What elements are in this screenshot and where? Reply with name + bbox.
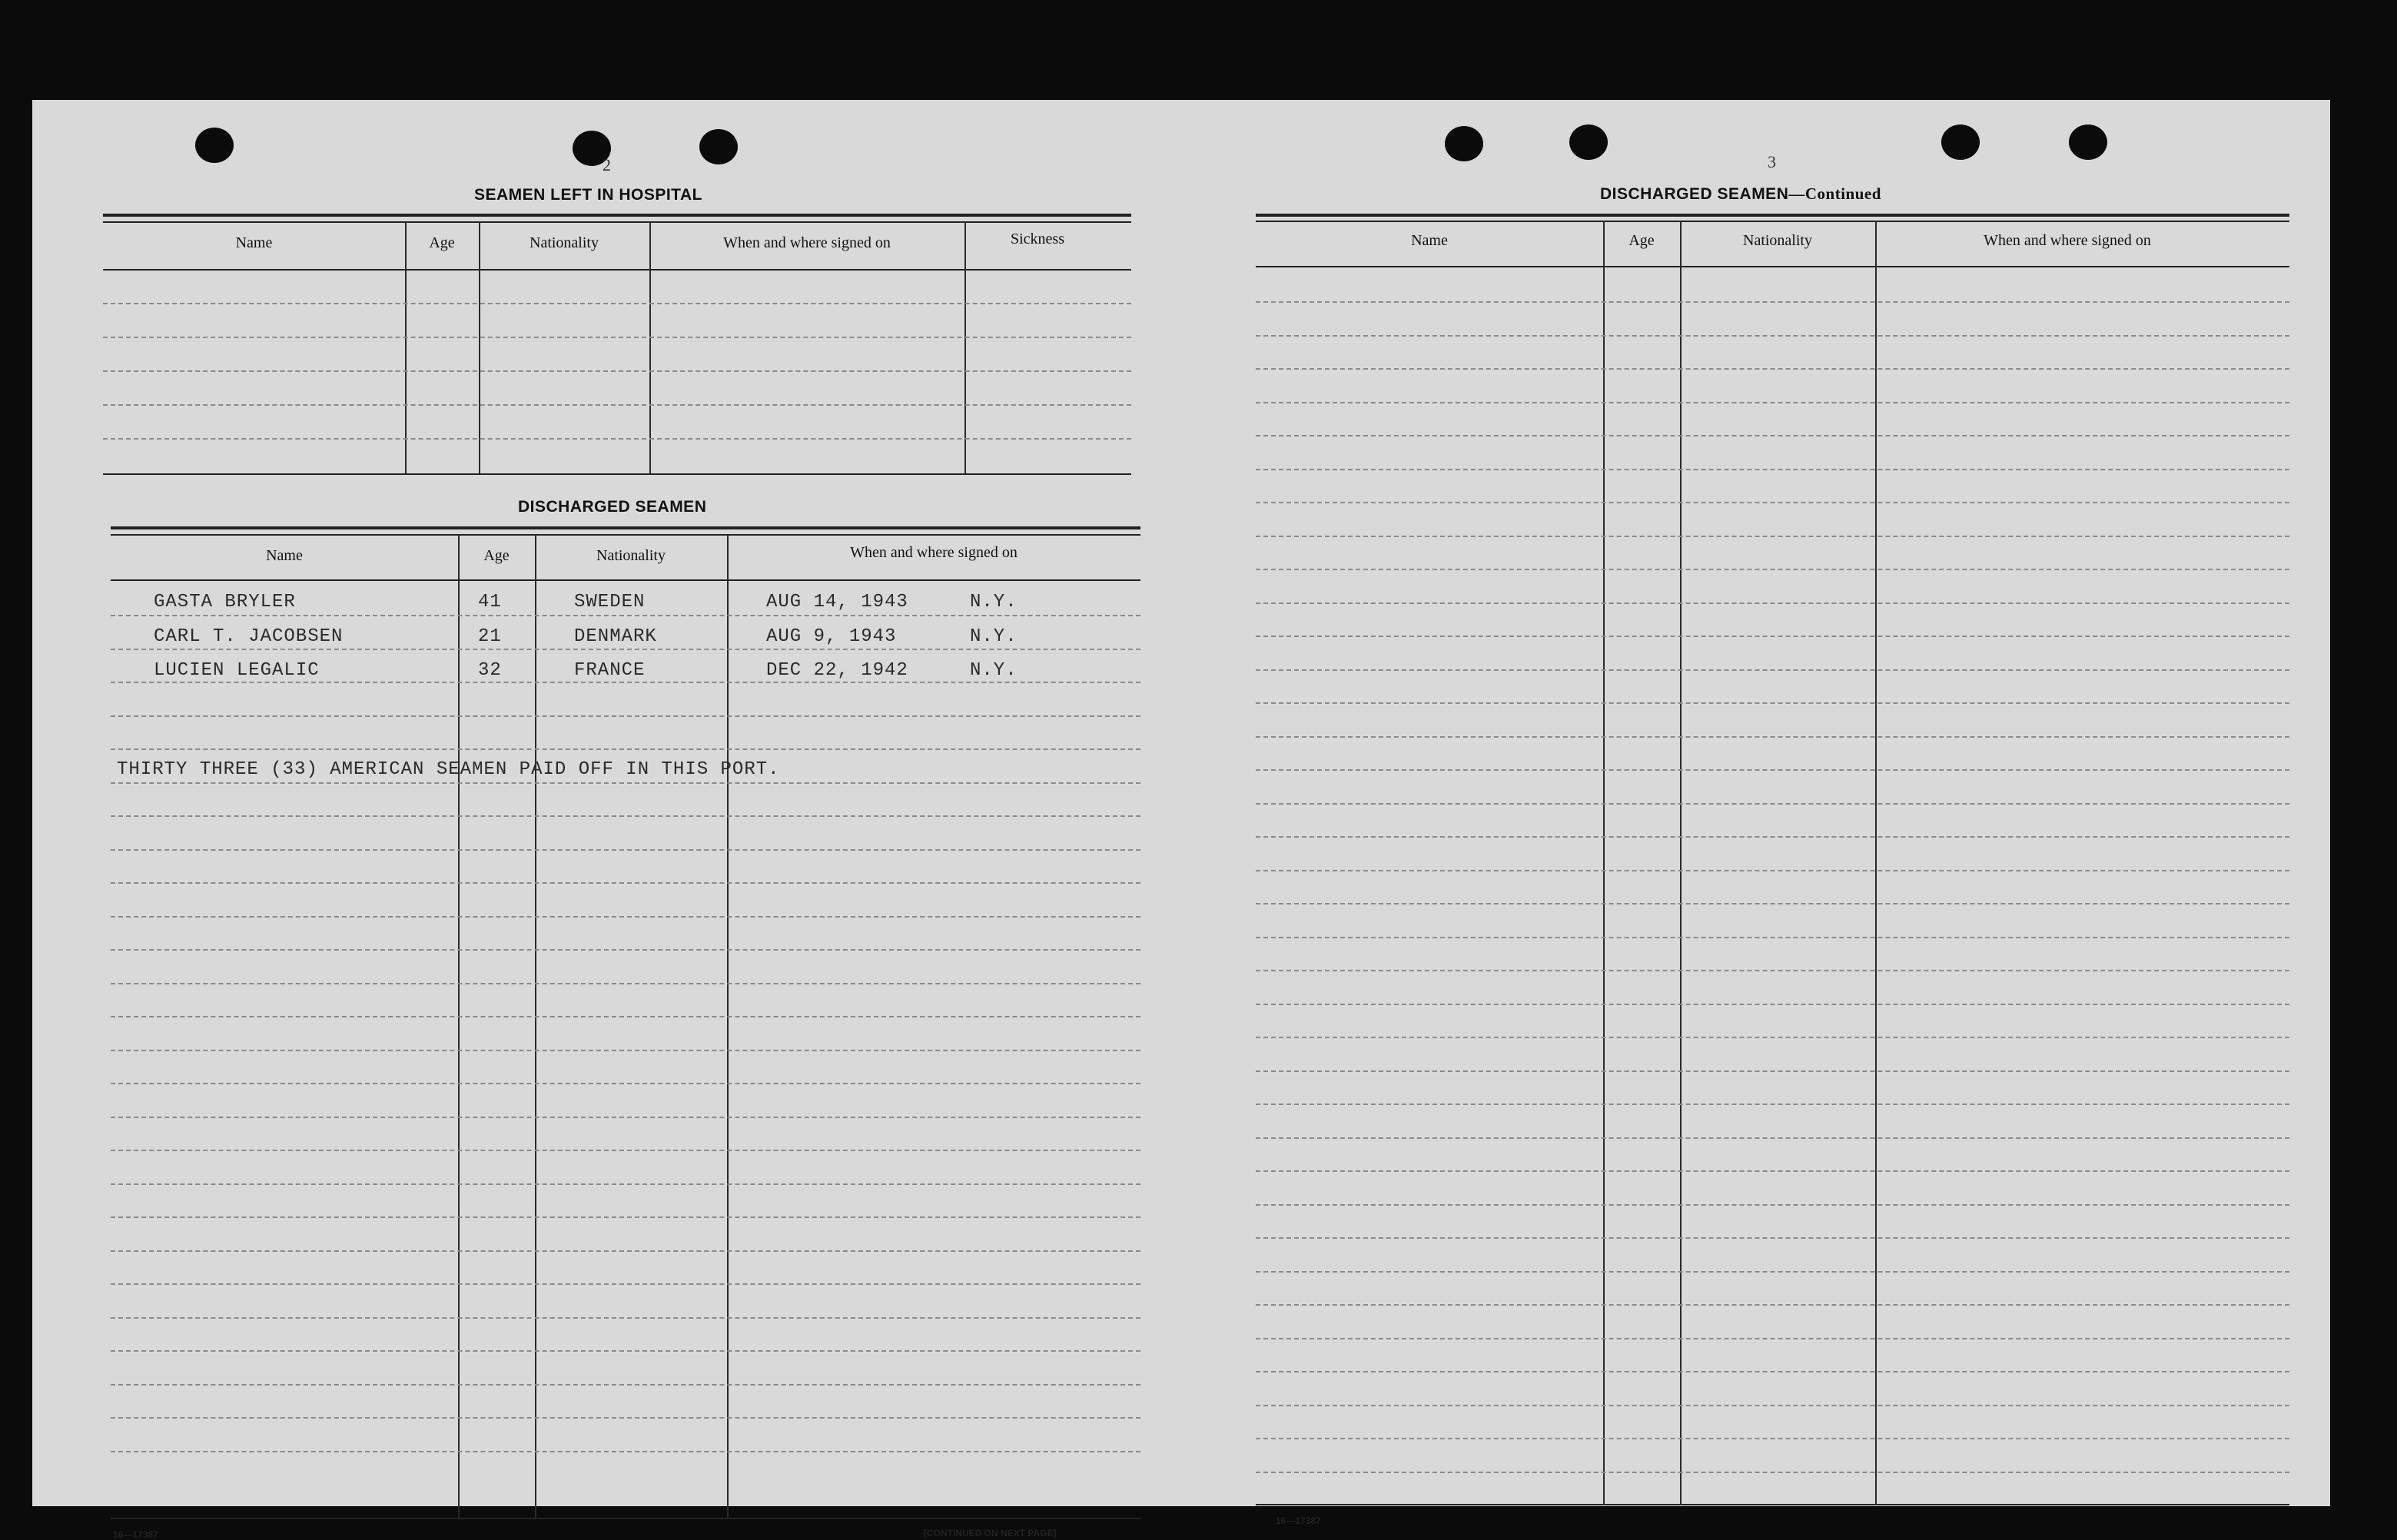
ruled-line bbox=[111, 1050, 1140, 1051]
col-divider bbox=[405, 221, 407, 473]
ruled-line bbox=[111, 1317, 1140, 1319]
ruled-line bbox=[111, 615, 1140, 616]
seaman-nationality: DENMARK bbox=[574, 626, 657, 647]
seaman-nationality: SWEDEN bbox=[574, 592, 646, 612]
ruled-line bbox=[1256, 402, 2289, 403]
ruled-line bbox=[1256, 602, 2289, 604]
ruled-line bbox=[111, 748, 1140, 750]
ruled-line bbox=[111, 983, 1140, 984]
col-header-signed: When and where signed on bbox=[1984, 232, 2151, 249]
ruled-line bbox=[1256, 1037, 2289, 1038]
punch-hole bbox=[1941, 124, 1980, 160]
seaman-name: LUCIEN LEGALIC bbox=[154, 660, 320, 681]
punch-hole bbox=[1445, 126, 1483, 161]
bottom-rule bbox=[1256, 1504, 2289, 1505]
col-divider bbox=[1875, 221, 1877, 1504]
ruled-line bbox=[1256, 1472, 2289, 1473]
ruled-line bbox=[1256, 1104, 2289, 1105]
ruled-line bbox=[1256, 502, 2289, 503]
ruled-line bbox=[103, 337, 1131, 338]
seaman-age: 32 bbox=[478, 660, 502, 681]
ruled-line bbox=[1256, 1204, 2289, 1206]
ruled-line bbox=[111, 1384, 1140, 1386]
signed-date: AUG 14, 1943 bbox=[766, 592, 908, 612]
ruled-line bbox=[111, 849, 1140, 851]
ruled-line bbox=[1256, 1170, 2289, 1172]
ruled-line bbox=[111, 916, 1140, 918]
ruled-line bbox=[1256, 435, 2289, 436]
ruled-line bbox=[111, 882, 1140, 884]
col-divider bbox=[1680, 221, 1682, 1504]
punch-hole bbox=[2069, 124, 2107, 160]
ruled-line bbox=[1256, 903, 2289, 904]
col-header-sickness: Sickness bbox=[1011, 231, 1064, 247]
header-rule bbox=[111, 579, 1140, 581]
header-rule bbox=[103, 269, 1131, 270]
ruled-line bbox=[1256, 669, 2289, 671]
signed-port: N.Y. bbox=[970, 660, 1018, 681]
ruled-line bbox=[103, 438, 1131, 440]
seaman-name: CARL T. JACOBSEN bbox=[154, 626, 344, 647]
ruled-line bbox=[1256, 1371, 2289, 1372]
ruled-line bbox=[111, 715, 1140, 717]
ruled-line bbox=[1256, 970, 2289, 971]
ruled-line bbox=[1256, 1405, 2289, 1406]
signed-date: DEC 22, 1942 bbox=[766, 660, 908, 681]
col-header-age: Age bbox=[1628, 232, 1655, 249]
form-number: 16—17387 bbox=[113, 1529, 158, 1540]
ruled-line bbox=[103, 370, 1131, 372]
hospital-title: SEAMEN LEFT IN HOSPITAL bbox=[474, 186, 702, 204]
title-main: DISCHARGED SEAMEN bbox=[1600, 185, 1789, 203]
ruled-line bbox=[1256, 636, 2289, 637]
col-header-name: Name bbox=[266, 547, 303, 564]
header-rule bbox=[111, 534, 1140, 536]
punch-hole bbox=[699, 129, 738, 164]
header-rule bbox=[1256, 221, 2289, 222]
ruled-line bbox=[1256, 335, 2289, 337]
seaman-nationality: FRANCE bbox=[574, 660, 646, 681]
ruled-line bbox=[111, 1216, 1140, 1218]
header-rule bbox=[103, 221, 1131, 223]
section-rule bbox=[103, 473, 1131, 475]
ruled-line bbox=[111, 1250, 1140, 1252]
ruled-line bbox=[1256, 368, 2289, 370]
seaman-age: 21 bbox=[478, 626, 502, 647]
seaman-age: 41 bbox=[478, 592, 502, 612]
col-header-name: Name bbox=[235, 234, 273, 251]
ruled-line bbox=[111, 1083, 1140, 1084]
bottom-rule bbox=[111, 1518, 1140, 1519]
ruled-line bbox=[1256, 536, 2289, 537]
col-header-age: Age bbox=[483, 547, 510, 564]
signed-port: N.Y. bbox=[970, 592, 1018, 612]
ruled-line bbox=[1256, 569, 2289, 570]
ruled-line bbox=[111, 1016, 1140, 1017]
col-header-name: Name bbox=[1411, 232, 1448, 249]
form-number: 16—17387 bbox=[1276, 1515, 1321, 1526]
col-header-signed: When and where signed on bbox=[723, 234, 891, 251]
ruled-line bbox=[1256, 736, 2289, 738]
col-header-age: Age bbox=[429, 234, 455, 251]
ruled-line bbox=[1256, 803, 2289, 805]
paid-off-note: THIRTY THREE (33) AMERICAN SEAMEN PAID OFF IN THIS PORT. bbox=[117, 759, 780, 780]
ruled-line bbox=[111, 1350, 1140, 1352]
continued-note: [CONTINUED ON NEXT PAGE] bbox=[924, 1528, 1057, 1538]
ruled-line bbox=[111, 782, 1140, 784]
col-divider bbox=[964, 221, 966, 473]
seaman-name: GASTA BRYLER bbox=[154, 592, 296, 612]
ruled-line bbox=[111, 949, 1140, 951]
page-number: 2 bbox=[603, 155, 611, 174]
ruled-line bbox=[1256, 870, 2289, 871]
ruled-line bbox=[111, 1150, 1140, 1151]
ruled-line bbox=[1256, 1004, 2289, 1005]
ruled-line bbox=[111, 815, 1140, 817]
signed-date: AUG 9, 1943 bbox=[766, 626, 897, 647]
col-header-signed: When and where signed on bbox=[850, 544, 1018, 561]
ruled-line bbox=[111, 682, 1140, 683]
header-rule bbox=[111, 526, 1140, 529]
punch-hole bbox=[1569, 124, 1608, 160]
ruled-line bbox=[111, 1117, 1140, 1118]
ruled-line bbox=[1256, 1304, 2289, 1306]
ruled-line bbox=[1256, 301, 2289, 303]
col-header-nationality: Nationality bbox=[530, 234, 599, 251]
ruled-line bbox=[1256, 836, 2289, 838]
header-rule bbox=[1256, 214, 2289, 217]
punch-hole bbox=[195, 128, 234, 163]
title-continued: —Continued bbox=[1788, 184, 1881, 203]
discharged-continued-title bbox=[1600, 184, 1881, 204]
ruled-line bbox=[1256, 1137, 2289, 1139]
col-divider bbox=[479, 221, 480, 473]
ruled-line bbox=[111, 1417, 1140, 1419]
ruled-line bbox=[111, 1283, 1140, 1285]
ruled-line bbox=[1256, 937, 2289, 938]
ruled-line bbox=[1256, 1271, 2289, 1273]
ruled-line bbox=[1256, 769, 2289, 771]
page-number: 3 bbox=[1768, 152, 1776, 171]
ruled-line bbox=[1256, 1237, 2289, 1239]
ruled-line bbox=[111, 1451, 1140, 1452]
ruled-line bbox=[111, 1183, 1140, 1185]
col-divider bbox=[649, 221, 651, 473]
col-header-nationality: Nationality bbox=[596, 547, 666, 564]
document-sheet bbox=[32, 100, 2330, 1540]
header-rule bbox=[1256, 266, 2289, 267]
ruled-line bbox=[103, 303, 1131, 304]
ruled-line bbox=[1256, 1438, 2289, 1439]
ruled-line bbox=[1256, 702, 2289, 704]
signed-port: N.Y. bbox=[970, 626, 1018, 647]
ruled-line bbox=[1256, 1070, 2289, 1072]
col-header-nationality: Nationality bbox=[1743, 232, 1812, 249]
ruled-line bbox=[1256, 469, 2289, 470]
ruled-line bbox=[111, 649, 1140, 650]
discharged-title: DISCHARGED SEAMEN bbox=[518, 498, 707, 516]
ruled-line bbox=[103, 404, 1131, 406]
header-rule bbox=[103, 214, 1131, 217]
col-divider bbox=[1603, 221, 1605, 1504]
ruled-line bbox=[1256, 1338, 2289, 1339]
